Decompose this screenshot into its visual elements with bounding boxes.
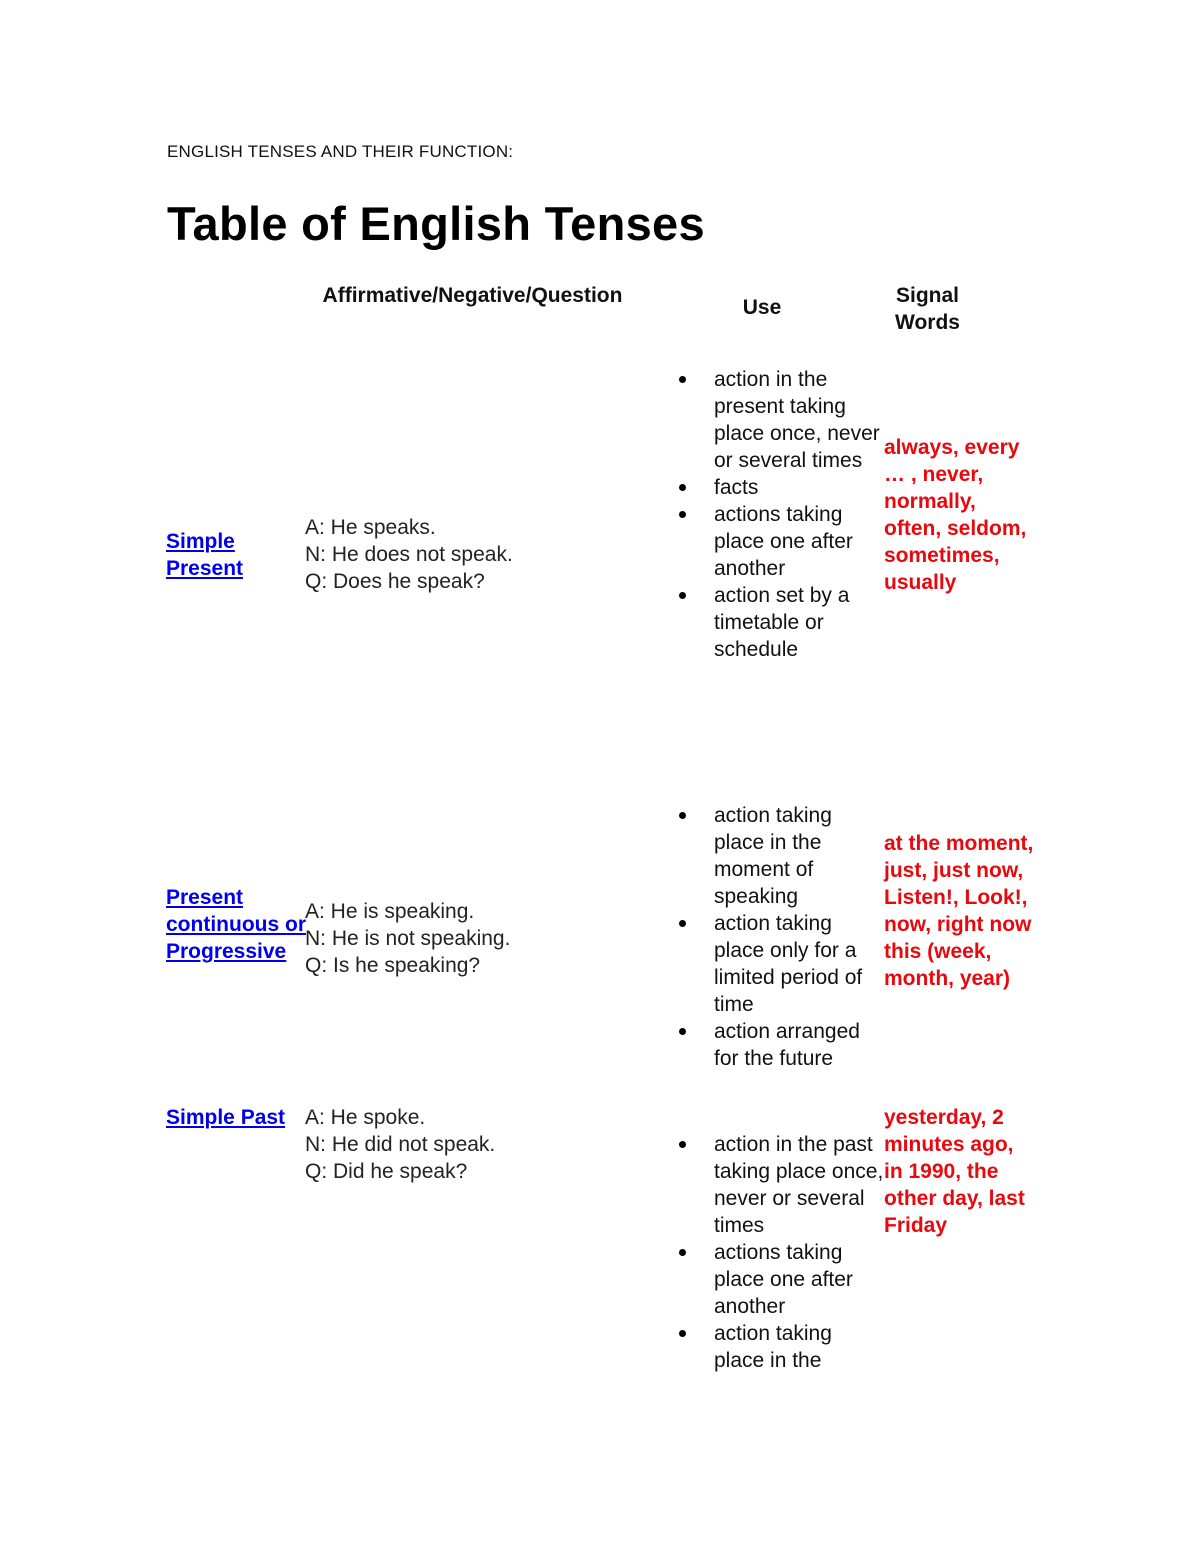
form-question: Q: Is he speaking? [305, 954, 481, 977]
column-header-form: Affirmative/Negative/Question [322, 284, 623, 307]
form-question: Q: Did he speak? [305, 1160, 468, 1183]
page-title: Table of English Tenses [167, 197, 705, 250]
column-header-use: Use [742, 296, 782, 319]
form-negative: N: He does not speak. [305, 543, 513, 566]
use-item: action taking place in the [676, 1320, 886, 1374]
signal-words: always, every … , never, normally, often, seldom, sometimes, usually [884, 436, 1027, 594]
tense-forms [305, 1104, 555, 1185]
form-negative: N: He did not speak. [305, 1133, 496, 1156]
tense-forms [305, 898, 555, 979]
use-item: action arranged for the future [676, 1018, 886, 1072]
use-list [676, 802, 886, 1072]
use-item: action in the past taking place once, never or several times [676, 1131, 886, 1239]
use-item: actions taking place one after another [676, 501, 886, 582]
form-negative: N: He is not speaking. [305, 927, 511, 950]
use-item: actions taking place one after another [676, 1239, 886, 1320]
form-affirmative: A: He is speaking. [305, 900, 475, 923]
form-affirmative: A: He spoke. [305, 1106, 426, 1129]
column-header-signal-words: Signal Words [895, 284, 960, 334]
signal-words: yesterday, 2 minutes ago, in 1990, the other day, last Friday [884, 1106, 1025, 1237]
use-item: action taking place only for a limited period of time [676, 910, 886, 1018]
tense-link-simple-present[interactable]: Simple Present [166, 530, 244, 580]
signal-words: at the moment, just, just now, Listen!, Look!, now, right now this (week, month, year) [884, 832, 1034, 990]
use-item: action in the present taking place once, never or several times [676, 366, 886, 474]
form-question: Q: Does he speak? [305, 570, 485, 593]
use-item: action set by a timetable or schedule [676, 582, 886, 663]
use-list [676, 1131, 886, 1374]
document-heading: ENGLISH TENSES AND THEIR FUNCTION: [167, 142, 514, 161]
tense-link-present-continuous[interactable]: Present continuous or Progressive [166, 886, 306, 963]
use-item: facts [676, 474, 886, 501]
form-affirmative: A: He speaks. [305, 516, 436, 539]
tense-forms [305, 514, 555, 595]
use-list [676, 366, 886, 663]
use-item: action taking place in the moment of speaking [676, 802, 886, 910]
tense-link-simple-past[interactable]: Simple Past [166, 1106, 286, 1129]
